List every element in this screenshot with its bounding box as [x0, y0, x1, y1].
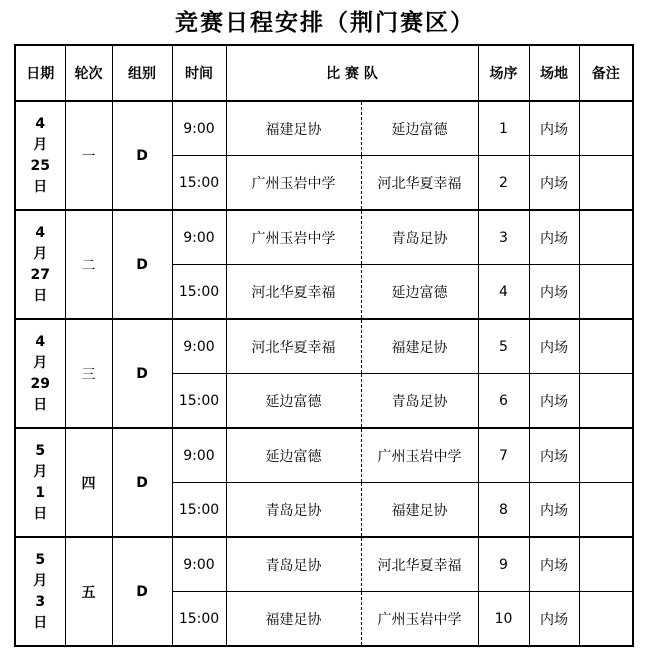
venue-cell: 内场: [529, 592, 579, 647]
team-b-cell: 河北华夏幸福: [361, 537, 478, 592]
match-no-cell: 8: [478, 483, 529, 538]
team-b-cell: 福建足协: [361, 319, 478, 374]
page-title: 竞赛日程安排（荆门赛区）: [175, 9, 475, 36]
match-no-cell: 9: [478, 537, 529, 592]
date-cell: [15, 428, 65, 537]
date-part: 4: [35, 115, 46, 132]
round-cell: 四: [65, 428, 112, 537]
match-no-cell: 2: [478, 156, 529, 211]
time-cell: 15:00: [172, 592, 226, 647]
note-cell: [579, 537, 633, 592]
header-round: 轮次: [65, 45, 112, 101]
date-part: 29: [30, 375, 50, 392]
round-cell: 一: [65, 101, 112, 210]
note-cell: [579, 319, 633, 374]
date-part: 日: [33, 396, 48, 413]
date-part: 月: [33, 463, 48, 480]
time-cell: 15:00: [172, 156, 226, 211]
note-cell: [579, 210, 633, 265]
team-b-cell: 延边富德: [361, 265, 478, 320]
team-b-cell: 广州玉岩中学: [361, 592, 478, 647]
venue-cell: 内场: [529, 537, 579, 592]
venue-cell: 内场: [529, 265, 579, 320]
team-b-cell: 延边富德: [361, 101, 478, 156]
team-b-cell: 福建足协: [361, 483, 478, 538]
group-cell: D: [112, 319, 172, 428]
team-a-cell: 青岛足协: [226, 537, 361, 592]
team-a-cell: 河北华夏幸福: [226, 265, 361, 320]
date-part: 日: [33, 505, 48, 522]
header-teams: 比 赛 队: [226, 45, 478, 101]
date-part: 27: [30, 266, 50, 283]
venue-cell: 内场: [529, 319, 579, 374]
header-date: 日期: [15, 45, 65, 101]
table-row: [15, 101, 633, 156]
date-part: 4: [35, 333, 46, 350]
venue-cell: 内场: [529, 374, 579, 429]
header-time: 时间: [172, 45, 226, 101]
venue-cell: 内场: [529, 156, 579, 211]
time-cell: 9:00: [172, 210, 226, 265]
match-no-cell: 3: [478, 210, 529, 265]
round-cell: 三: [65, 319, 112, 428]
schedule-table: [14, 44, 634, 647]
header-group: 组别: [112, 45, 172, 101]
team-a-cell: 广州玉岩中学: [226, 210, 361, 265]
match-no-cell: 4: [478, 265, 529, 320]
date-part: 5: [35, 551, 46, 568]
venue-cell: 内场: [529, 428, 579, 483]
date-cell: [15, 319, 65, 428]
group-cell: D: [112, 210, 172, 319]
header-row: [15, 45, 633, 101]
round-cell: 五: [65, 537, 112, 646]
team-a-cell: 河北华夏幸福: [226, 319, 361, 374]
venue-cell: 内场: [529, 483, 579, 538]
group-cell: D: [112, 101, 172, 210]
group-cell: D: [112, 537, 172, 646]
date-part: 月: [33, 245, 48, 262]
team-a-cell: 青岛足协: [226, 483, 361, 538]
note-cell: [579, 265, 633, 320]
date-part: 25: [30, 157, 50, 174]
round-cell: 二: [65, 210, 112, 319]
time-cell: 15:00: [172, 374, 226, 429]
time-cell: 15:00: [172, 483, 226, 538]
time-cell: 9:00: [172, 537, 226, 592]
table-row: [15, 537, 633, 592]
note-cell: [579, 101, 633, 156]
note-cell: [579, 374, 633, 429]
time-cell: 9:00: [172, 319, 226, 374]
match-no-cell: 7: [478, 428, 529, 483]
team-a-cell: 延边富德: [226, 374, 361, 429]
date-part: 日: [33, 614, 48, 631]
team-a-cell: 福建足协: [226, 101, 361, 156]
group-cell: D: [112, 428, 172, 537]
team-b-cell: 广州玉岩中学: [361, 428, 478, 483]
match-no-cell: 1: [478, 101, 529, 156]
time-cell: 9:00: [172, 428, 226, 483]
note-cell: [579, 592, 633, 647]
date-part: 4: [35, 224, 46, 241]
team-a-cell: 福建足协: [226, 592, 361, 647]
note-cell: [579, 428, 633, 483]
header-notes: 备注: [579, 45, 633, 101]
table-row: [15, 428, 633, 483]
team-a-cell: 广州玉岩中学: [226, 156, 361, 211]
match-no-cell: 5: [478, 319, 529, 374]
note-cell: [579, 483, 633, 538]
date-part: 月: [33, 136, 48, 153]
team-a-cell: 延边富德: [226, 428, 361, 483]
team-b-cell: 青岛足协: [361, 210, 478, 265]
time-cell: 9:00: [172, 101, 226, 156]
time-cell: 15:00: [172, 265, 226, 320]
venue-cell: 内场: [529, 101, 579, 156]
table-row: [15, 319, 633, 374]
header-match-no: 场序: [478, 45, 529, 101]
table-row: [15, 210, 633, 265]
date-part: 1: [35, 484, 46, 501]
date-cell: [15, 210, 65, 319]
date-cell: [15, 537, 65, 646]
match-no-cell: 6: [478, 374, 529, 429]
team-b-cell: 河北华夏幸福: [361, 156, 478, 211]
match-no-cell: 10: [478, 592, 529, 647]
date-part: 日: [33, 178, 48, 195]
date-part: 5: [35, 442, 46, 459]
date-cell: [15, 101, 65, 210]
date-part: 月: [33, 572, 48, 589]
team-b-cell: 青岛足协: [361, 374, 478, 429]
date-part: 3: [35, 593, 46, 610]
header-venue: 场地: [529, 45, 579, 101]
date-part: 月: [33, 354, 48, 371]
date-part: 日: [33, 287, 48, 304]
venue-cell: 内场: [529, 210, 579, 265]
note-cell: [579, 156, 633, 211]
